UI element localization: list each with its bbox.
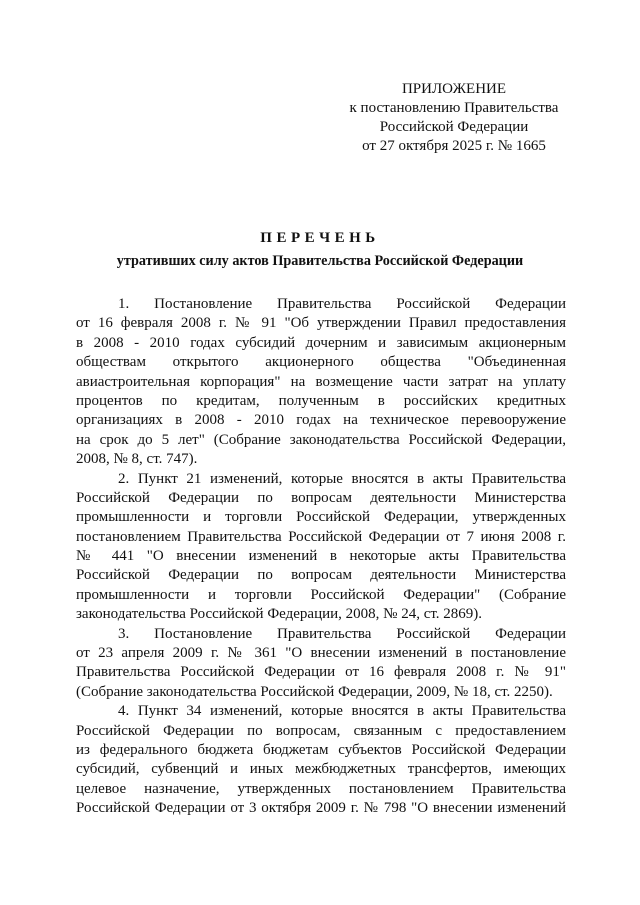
list-item-line: постановлением Правительства Российской Федерации от 7 июня 2008 г.: [76, 528, 566, 545]
list-item-line: от 23 апреля 2009 г. № 361 "О внесении изменений в постановление: [76, 645, 566, 662]
appendix-block: [330, 80, 578, 156]
list-item-line: обществам открытого акционерного общества "Объединенная: [76, 354, 566, 371]
list-item: [76, 702, 566, 818]
list-item-line: на срок до 5 лет" (Собрание законодательства Российской Федерации,: [76, 431, 566, 448]
appendix-reference-line: от 27 октября 2025 г. № 1665: [362, 138, 546, 154]
appendix-reference-line: к постановлению Правительства: [349, 100, 559, 116]
list-item-line: Правительства Российской Федерации от 16 февраля 2008 г. № 91": [76, 664, 566, 681]
list-item-line: промышленности и торговли Российской Федерации" (Собрание: [76, 586, 566, 603]
list-item-line: Российской Федерации по вопросам деятельности Министерства: [76, 489, 566, 506]
list-item-line: целевое назначение, утвержденных постановлением Правительства: [76, 780, 566, 797]
list-item-line: № 441 "О внесении изменений в некоторые акты Правительства: [76, 548, 566, 565]
list-item: [76, 470, 566, 625]
list-item-line: 4. Пункт 34 изменений, которые вносятся в акты Правительства: [118, 703, 566, 720]
document-body: [76, 295, 566, 819]
list-item-line: законодательства Российской Федерации, 2008, № 24, ст. 2869).: [76, 606, 483, 623]
list-item-line: Российской Федерации по вопросам, связанным с предоставлением: [76, 722, 566, 739]
list-item-line: субсидий, субвенций и иных межбюджетных трансфертов, имеющих: [76, 761, 566, 778]
list-item-line: Российской Федерации от 3 октября 2009 г. № 798 "О внесении изменений: [76, 800, 566, 817]
document-title: ПЕРЕЧЕНЬ: [260, 230, 380, 246]
list-item: [76, 295, 566, 470]
appendix-heading: ПРИЛОЖЕНИЕ: [401, 81, 507, 97]
list-item-line: промышленности и торговли Российской Федерации, утвержденных: [76, 509, 566, 526]
list-item-line: процентов по кредитам, полученным в российских кредитных: [76, 392, 566, 409]
list-item-line: 3. Постановление Правительства Российской Федерации: [118, 625, 566, 642]
list-item-line: 2. Пункт 21 изменений, которые вносятся в акты Правительства: [118, 470, 566, 487]
appendix-reference-line: Российской Федерации: [379, 119, 529, 135]
list-item: [76, 625, 566, 703]
list-item-line: 1. Постановление Правительства Российской Федерации: [118, 296, 566, 312]
list-item-line: из федерального бюджета бюджетам субъектов Российской Федерации: [76, 741, 566, 758]
document-subtitle: утративших силу актов Правительства Российской Федерации: [116, 253, 524, 269]
list-item-line: авиастроительная корпорация" на возмещение части затрат на уплату: [76, 373, 566, 390]
list-item-line: организациях в 2008 - 2010 годах на техническое перевооружение: [76, 412, 566, 429]
list-item-line: от 16 февраля 2008 г. № 91 "Об утверждении Правил предоставления: [76, 315, 566, 332]
list-item-line: 2008, № 8, ст. 747).: [76, 451, 198, 468]
list-item-line: в 2008 - 2010 годах субсидий дочерним и зависимым акционерным: [76, 334, 566, 351]
list-item-line: Российской Федерации по вопросам деятельности Министерства: [76, 567, 566, 584]
list-item-line: (Собрание законодательства Российской Федерации, 2009, № 18, ст. 2250).: [76, 683, 553, 700]
